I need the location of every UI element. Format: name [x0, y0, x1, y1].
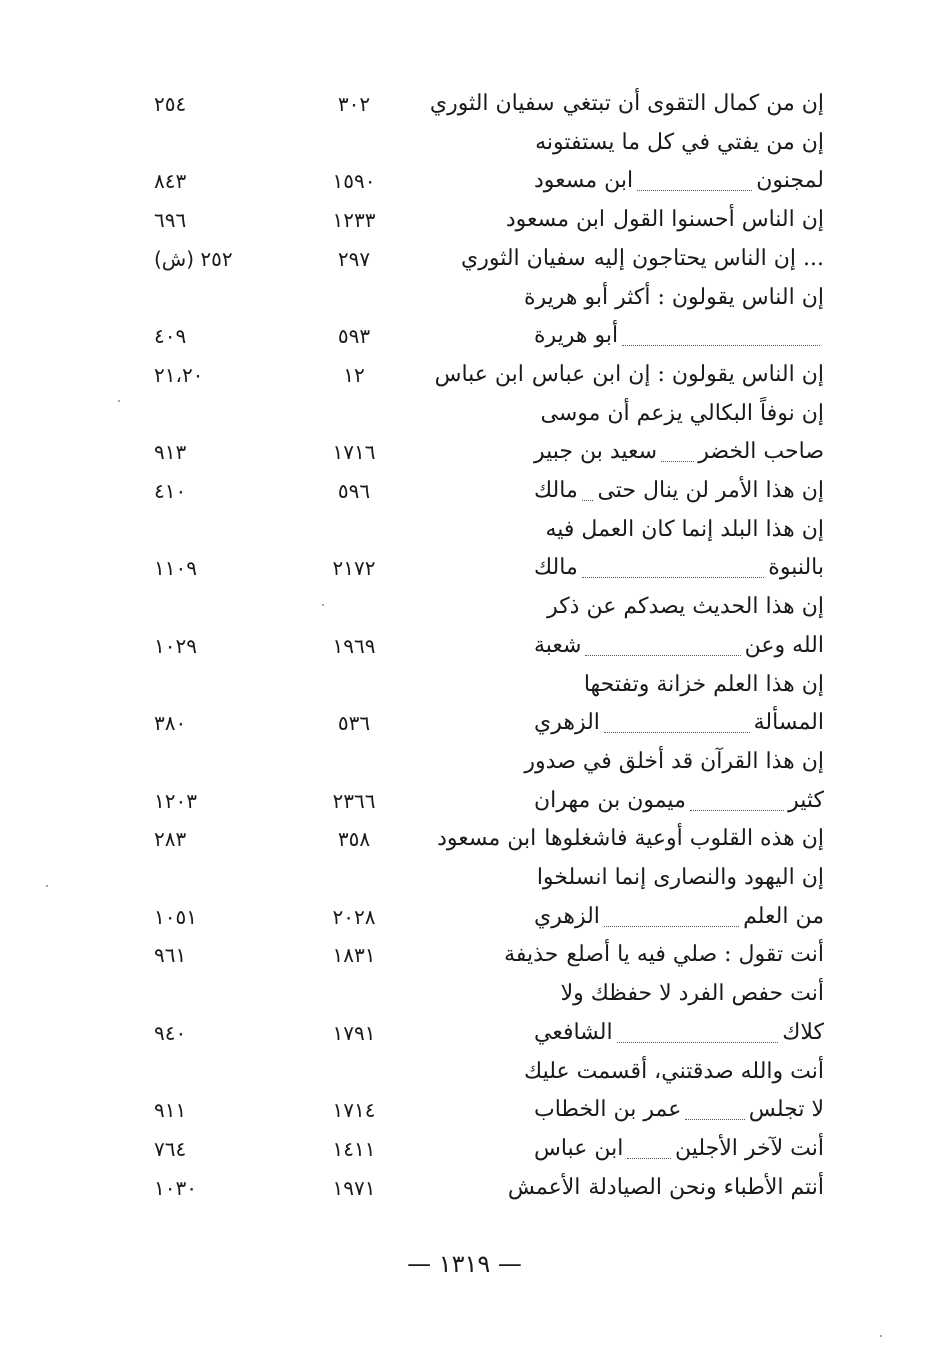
entry-page: ١٠٢٩	[154, 633, 197, 658]
entry-text: إن هذا القرآن قد أخلق في صدور	[524, 748, 824, 774]
entry-number: ٢٩٧	[337, 246, 371, 271]
entry-main	[534, 163, 824, 199]
entry-narrator: ميمون بن مهران	[534, 787, 686, 813]
leader-dots	[637, 189, 752, 191]
entry-page: ١١٠٩	[154, 556, 197, 581]
index-row	[0, 202, 929, 238]
index-row	[0, 550, 929, 586]
entry-number: ٥٩٦	[337, 479, 371, 503]
entry-page: ٩٤٠	[154, 1020, 187, 1045]
entry-main	[429, 86, 824, 122]
entry-narrator: شعبة	[534, 632, 582, 658]
entry-main	[534, 1015, 824, 1051]
index-row	[0, 1131, 929, 1167]
leader-dots	[582, 576, 765, 578]
entry-text: أنت والله صدقتني، أقسمت عليك	[524, 1058, 824, 1084]
entry-text: إن الناس يقولون : إن ابن عباس	[531, 361, 824, 387]
entry-page: ٤٠٩	[154, 324, 187, 349]
leader-dots	[582, 499, 594, 501]
index-row	[0, 280, 929, 316]
entry-text: أنت تقول : صلي فيه يا أصلع	[566, 942, 824, 968]
entry-text: أنتم الأطباء ونحن الصيادلة	[588, 1174, 824, 1200]
entry-text: إن هذا الأمر لن ينال حتى	[597, 478, 824, 503]
entry-text: إن من كمال التقوى أن تبتغي	[562, 91, 824, 116]
entry-number: ١٩٦٩	[332, 633, 376, 658]
index-row	[0, 821, 929, 857]
entry-text: إن من يفتي في كل ما يستفتونه	[535, 129, 824, 155]
entry-narrator: الشافعي	[534, 1019, 613, 1045]
leader-dots	[604, 731, 750, 733]
entry-text: إن الناس يقولون : أكثر أبو هريرة	[524, 284, 824, 310]
entry-text: لمجنون	[756, 168, 824, 194]
scan-speck	[880, 1335, 882, 1337]
entry-number: ١٢	[343, 362, 365, 387]
entry-main	[534, 434, 824, 470]
index-row	[0, 357, 929, 393]
entry-number: ٥٩٣	[337, 324, 371, 349]
entry-page: ٣٨٠	[154, 711, 187, 736]
entry-main	[434, 357, 824, 393]
entry-narrator: الأعمش	[507, 1174, 581, 1200]
entry-number: ١٧١٦	[332, 440, 376, 465]
entry-narrator: ابن مسعود	[437, 826, 537, 852]
entry-narrator: حذيفة	[504, 942, 559, 968]
entry-number: ١٩٧١	[332, 1175, 376, 1200]
entry-narrator: ابن عباس	[434, 361, 524, 387]
entry-text: إن الناس أحسنوا القول	[612, 207, 824, 233]
index-row	[0, 86, 929, 122]
index-row	[0, 125, 929, 161]
entry-text: الله وعن	[744, 632, 824, 658]
entry-page: ٩١٣	[154, 440, 187, 465]
entry-narrator: أبو هريرة	[534, 323, 619, 349]
scan-speck	[322, 604, 324, 606]
scan-speck	[118, 400, 120, 402]
entry-page: ٩٦١	[154, 943, 187, 968]
entry-text: إن نوفاً البكالي يزعم أن موسى	[540, 400, 824, 426]
entry-main	[507, 1170, 824, 1206]
leader-dots	[622, 344, 820, 346]
index-row	[0, 473, 929, 509]
entry-main	[534, 318, 824, 354]
entry-narrator: مالك	[534, 478, 578, 503]
entry-number: ٢١٧٢	[332, 556, 376, 581]
entry-page: ٨٤٣	[154, 169, 187, 194]
entry-main	[534, 628, 824, 664]
entry-number: ١٥٩٠	[332, 169, 376, 194]
entry-text: إن هذه القلوب أوعية فاشغلوها	[544, 826, 824, 852]
entry-page: ٦٩٦	[154, 208, 187, 233]
entry-text: صاحب الخضر	[698, 439, 824, 465]
entry-number: ١٧١٤	[332, 1098, 376, 1123]
index-row	[0, 783, 929, 819]
entry-text: ... إن الناس يحتاجون إليه	[593, 245, 824, 271]
leader-dots	[690, 809, 784, 811]
entry-narrator: ابن مسعود	[534, 168, 634, 194]
entry-main	[534, 473, 824, 509]
index-row	[0, 1170, 929, 1206]
index-row	[0, 667, 929, 703]
entry-page: ٢١،٢٠	[154, 362, 204, 387]
entry-main	[505, 202, 824, 238]
entry-text: كثير	[788, 787, 824, 813]
entry-page: ٢٨٣	[154, 827, 187, 852]
entry-main	[534, 705, 824, 741]
entry-page: ٢٥٤	[154, 92, 187, 116]
entry-number: ٢٣٦٦	[332, 788, 376, 813]
entry-page: ١٠٥١	[154, 904, 197, 929]
entry-text: كلاك	[782, 1019, 824, 1045]
entry-narrator: سعيد بن جبير	[534, 439, 658, 465]
entry-number: ١٤١١	[332, 1136, 376, 1161]
entry-page: ١٠٣٠	[154, 1175, 197, 1200]
index-row	[0, 163, 929, 199]
entry-number: ١٢٣٣	[332, 208, 376, 233]
entry-narrator: سفيان الثوري	[461, 245, 586, 271]
entry-number: ٢٠٢٨	[332, 904, 376, 929]
entry-text: إن هذا العلم خزانة وتفتحها	[583, 671, 824, 697]
entry-number: ٣٥٨	[337, 827, 371, 852]
entry-main	[534, 1092, 824, 1128]
leader-dots	[585, 654, 740, 656]
entry-main	[461, 241, 824, 277]
entry-text: لا تجلس	[748, 1097, 824, 1123]
entry-page: ٢٥٢ (ش)	[154, 246, 233, 271]
leader-dots	[661, 460, 694, 462]
entry-text: المسألة	[753, 710, 824, 736]
leader-dots	[617, 1041, 779, 1043]
index-row	[0, 628, 929, 664]
leader-dots	[627, 1157, 671, 1159]
leader-dots	[685, 1118, 744, 1120]
entry-page: ٧٦٤	[154, 1136, 187, 1161]
entry-text: من العلم	[743, 903, 824, 929]
entry-narrator: الزهري	[534, 903, 600, 929]
index-row	[0, 705, 929, 741]
index-row	[0, 744, 929, 780]
entry-text: أنت لآخر الأجلين	[674, 1135, 824, 1161]
entry-number: ٥٣٦	[337, 711, 371, 736]
index-row	[0, 937, 929, 973]
index-row	[0, 860, 929, 896]
entry-narrator: ابن مسعود	[505, 207, 605, 233]
leader-dots	[604, 925, 739, 927]
index-row	[0, 396, 929, 432]
entry-narrator: الزهري	[534, 710, 600, 736]
entry-text: إن هذا الحديث يصدكم عن ذكر	[547, 594, 824, 620]
page-number: — ١٣١٩ —	[407, 1250, 522, 1278]
entry-narrator: عمر بن الخطاب	[534, 1097, 682, 1123]
entry-main	[534, 783, 824, 819]
index-row	[0, 1092, 929, 1128]
entry-narrator: سفيان الثوري	[429, 91, 555, 116]
index-row	[0, 434, 929, 470]
entry-text: أنت حفص الفرد لا حفظك ولا	[560, 981, 824, 1007]
entry-main	[504, 937, 824, 973]
entry-main	[534, 1131, 824, 1167]
index-row	[0, 241, 929, 277]
entry-narrator: مالك	[534, 555, 578, 581]
index-row	[0, 1015, 929, 1051]
entry-main	[534, 550, 824, 586]
entry-main	[534, 899, 824, 935]
entry-page: ١٢٠٣	[154, 788, 197, 813]
index-row	[0, 589, 929, 625]
index-row	[0, 318, 929, 354]
entry-number: ٣٠٢	[337, 92, 371, 116]
index-row	[0, 1054, 929, 1090]
index-row	[0, 512, 929, 548]
entry-text: إن هذا البلد إنما كان العمل فيه	[545, 516, 824, 542]
entry-text: إن اليهود والنصارى إنما انسلخوا	[536, 865, 824, 890]
index-row	[0, 976, 929, 1012]
scan-speck	[46, 885, 48, 887]
entry-text: بالنبوة	[768, 555, 824, 581]
entry-number: ١٨٣١	[332, 943, 376, 968]
entry-narrator: ابن عباس	[534, 1135, 624, 1161]
index-row	[0, 899, 929, 935]
entry-page: ٩١١	[154, 1098, 187, 1123]
entry-main	[437, 821, 824, 857]
entry-number: ١٧٩١	[332, 1020, 376, 1045]
entry-page: ٤١٠	[154, 479, 187, 503]
